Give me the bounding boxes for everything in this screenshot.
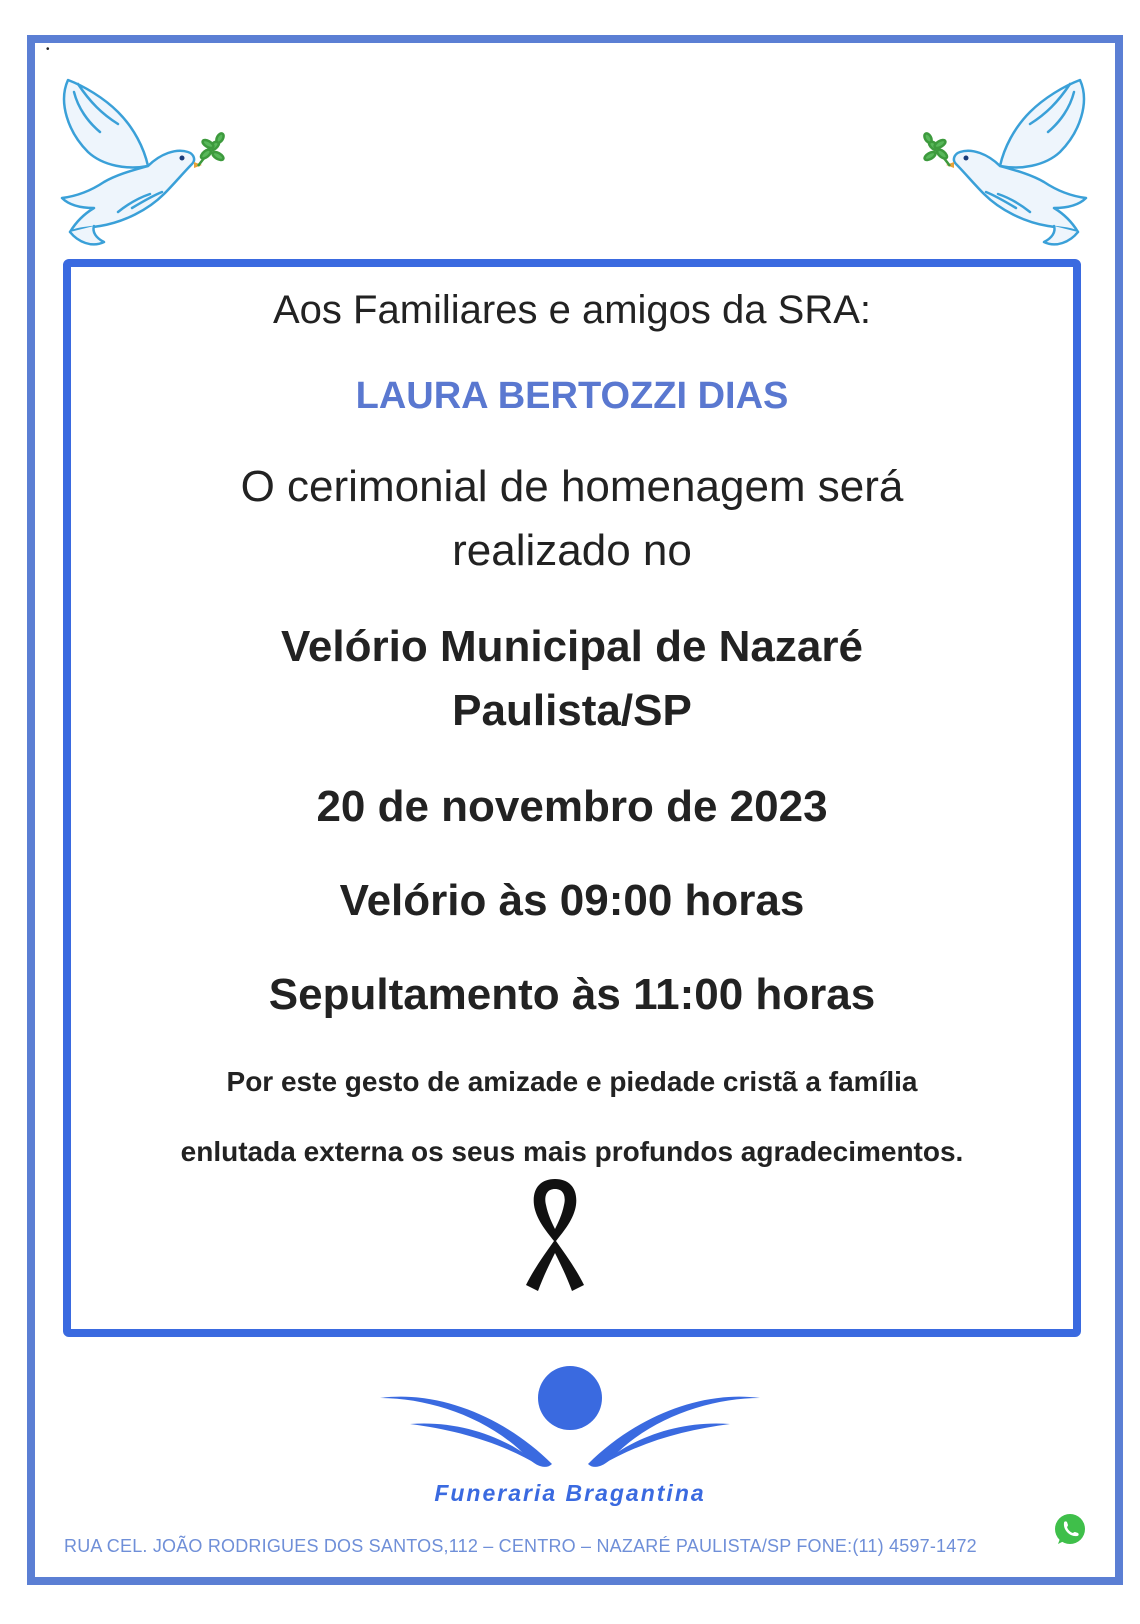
mourning-ribbon-icon [520,1175,590,1295]
whatsapp-icon [1052,1512,1088,1548]
footer-address: RUA CEL. JOÃO RODRIGUES DOS SANTOS,112 – CENTRO – NAZARÉ PAULISTA/SP FONE:(11) 4597-1472 [64,1536,977,1556]
wake-time: Velório às 09:00 horas [339,876,805,925]
scan-dot: • [46,44,50,55]
ceremony-line-1: O cerimonial de homenagem será [240,462,904,511]
funeraria-logo [370,1358,770,1478]
dove-icon-left [48,62,228,252]
venue-line-2: Paulista/SP [452,686,692,735]
ceremony-line-2: realizado no [452,526,692,575]
thanks-line-1: Por este gesto de amizade e piedade cristã a família [226,1066,918,1097]
venue-line-1: Velório Municipal de Nazaré [281,622,863,671]
burial-time: Sepultamento às 11:00 horas [268,970,876,1019]
greeting: Aos Familiares e amigos da SRA: [272,288,871,332]
deceased-name: LAURA BERTOZZI DIAS [355,375,789,417]
ceremony-date: 20 de novembro de 2023 [316,782,828,831]
thanks-line-2: enlutada externa os seus mais profundos agradecimentos. [180,1136,964,1167]
dove-icon-right [920,62,1100,252]
brand-name: Funeraria Bragantina [434,1480,706,1506]
